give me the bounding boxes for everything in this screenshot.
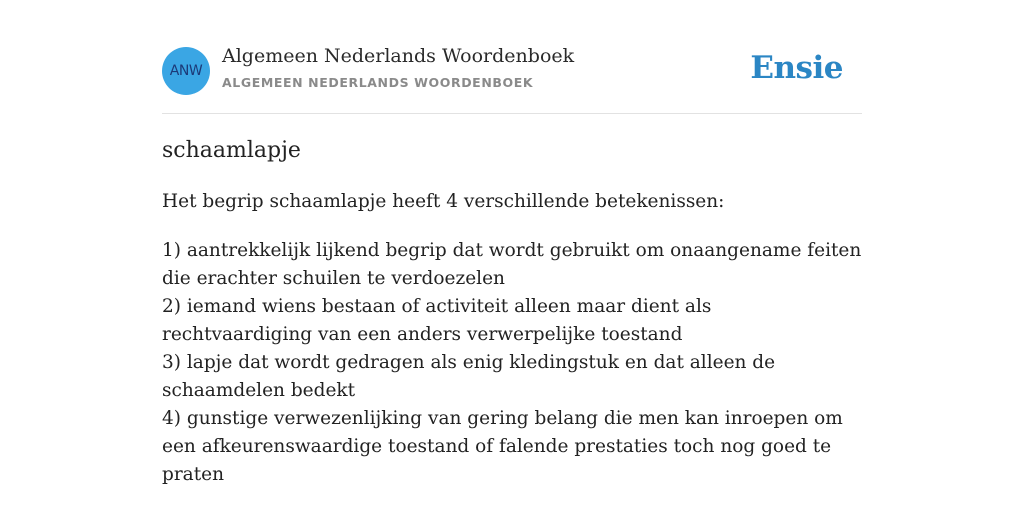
site-subtitle: ALGEMEEN NEDERLANDS WOORDENBOEK [222,75,534,90]
site-title[interactable]: Algemeen Nederlands Woordenboek [222,45,575,67]
entry-intro: Het begrip schaamlapje heeft 4 verschillende betekenissen: [162,191,725,212]
meaning-item: 4) gunstige verwezenlijking van gering belang die men kan inroepen om een afkeurenswaardige toestand of falende prestaties toch nog goed te praten [162,408,843,485]
meanings-list [162,237,862,489]
page-container [162,0,862,485]
ensie-logo[interactable]: Ensie [750,50,843,86]
meaning-item: 2) iemand wiens bestaan of activiteit alleen maar dient als rechtvaardiging van een anders verwerpelijke toestand [162,296,712,345]
meaning-item: 1) aantrekkelijk lijkend begrip dat wordt gebruikt om onaangename feiten die erachter schuilen te verdoezelen [162,240,862,289]
meaning-item: 3) lapje dat wordt gedragen als enig kledingstuk en dat alleen de schaamdelen bedekt [162,352,776,401]
anw-logo[interactable] [162,47,210,95]
logo-text: ANW [169,63,203,79]
entry-word: schaamlapje [162,138,301,163]
header [162,0,862,114]
